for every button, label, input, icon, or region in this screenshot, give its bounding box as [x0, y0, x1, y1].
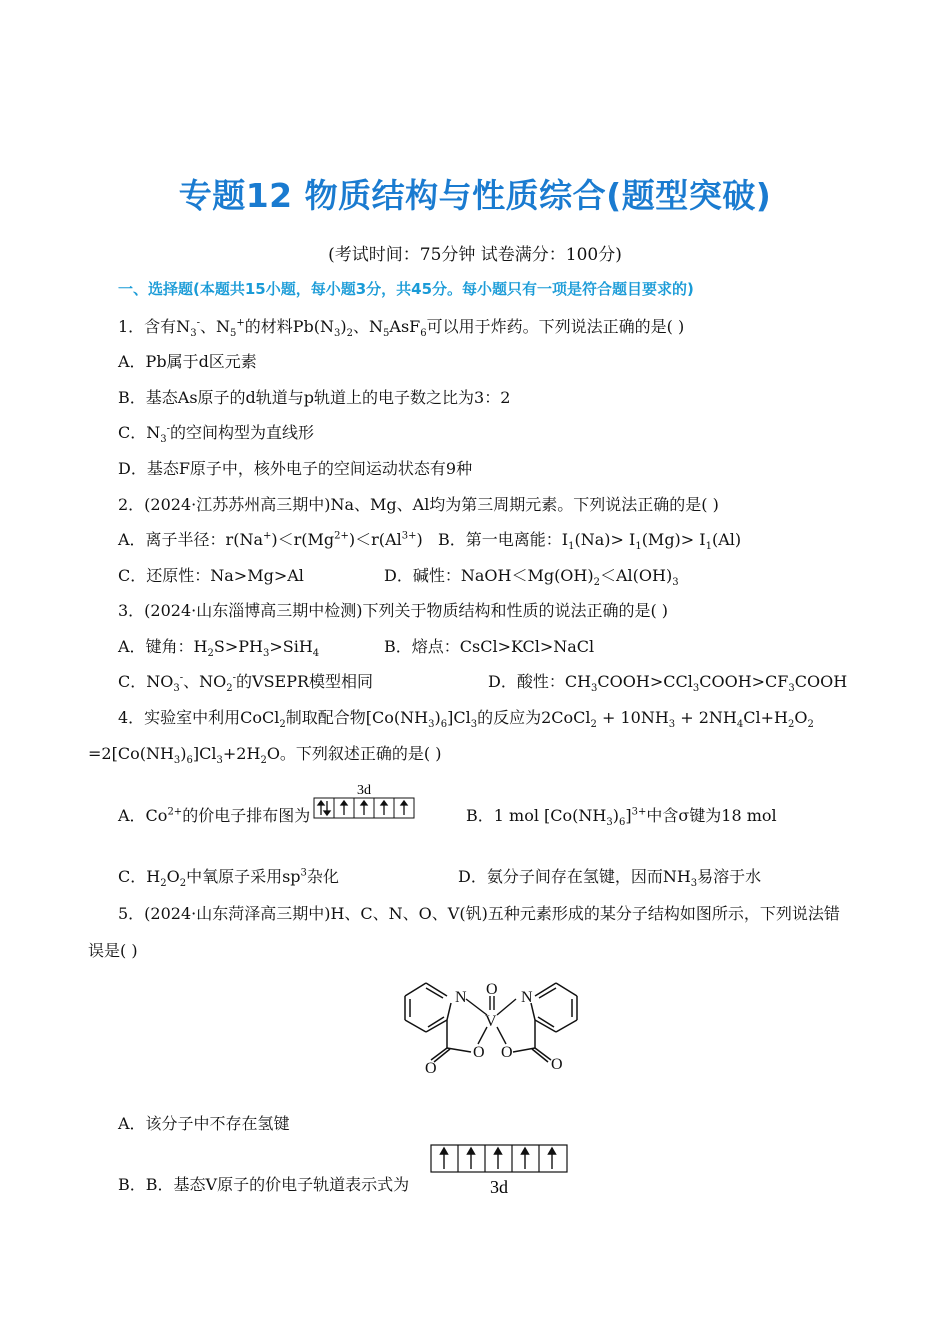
q5-stem-line2: 误是( ) — [88, 941, 138, 960]
q5-orbital-diagram — [429, 1142, 569, 1198]
left-pyridine-ring — [405, 983, 451, 1032]
page-title: 专题12 物质结构与性质综合(题型突破) — [178, 176, 772, 215]
q5-option-b: B．B．基态V原子的价电子轨道表示式为 — [118, 1175, 410, 1194]
q3-option-a: A．键角：$H_2S>PH_3>SiH_4$ — [118, 637, 320, 660]
q3-option-d: D．酸性：$CH_3COOH>CCl_3COOH>CF_3COOH$ — [488, 672, 848, 695]
right-pyridine-ring — [531, 983, 577, 1032]
q2-option-d: D．碱性：$NaOH<Mg(OH)_2<Al(OH)_3$ — [384, 566, 679, 589]
q1-stem: 1．含有$N_3^-$、$N_5^+$的材料$Pb(N_3)_2$、$N_5AsF_6$可以用于炸药。下列说法正确的是( ) — [118, 317, 685, 340]
q4-option-b: B．1 mol $[Co(NH_3)_6]^{3+}$中含σ键为18 mol — [466, 806, 777, 829]
section-heading: 一、选择题(本题共15小题，每小题3分，共45分。每小题只有一项是符合题目要求的) — [118, 280, 694, 298]
q4-orbital-diagram — [312, 781, 416, 823]
q3-option-c: C．$NO_3^-$、$NO_2^-$的VSEPR模型相同 — [118, 672, 374, 695]
q5-option-a: A．该分子中不存在氢键 — [118, 1114, 290, 1133]
q5-stem: 5．(2024·山东菏泽高三期中)H、C、N、O、V(钒)五种元素形成的某分子结构如图所示，下列说法错 — [118, 904, 840, 923]
q2-option-c: C．还原性：Na>Mg>Al — [118, 566, 304, 585]
q1-option-c: C．$N_3^-$的空间构型为直线形 — [118, 423, 315, 446]
svg-text:O: O — [473, 1044, 485, 1061]
svg-text:N: N — [521, 989, 533, 1006]
q4-option-d: D．氨分子间存在氢键，因而$NH_3$易溶于水 — [458, 867, 762, 890]
q4-stem-line2: $=2[Co(NH_3)_6]Cl_3+2H_2O$。下列叙述正确的是( ) — [88, 744, 442, 767]
q2-stem: 2．(2024·江苏苏州高三期中)Na、Mg、Al均为第三周期元素。下列说法正确的是( ) — [118, 495, 719, 514]
svg-text:O: O — [486, 981, 498, 998]
exam-info: (考试时间：75分钟 试卷满分：100分) — [328, 245, 622, 265]
svg-text:O: O — [551, 1056, 563, 1073]
q1-option-a: A．Pb属于d区元素 — [118, 352, 257, 371]
svg-text:N: N — [455, 989, 467, 1006]
orbital-label: 3d — [357, 783, 371, 798]
q3-option-b: B．熔点：CsCl>KCl>NaCl — [384, 637, 595, 656]
svg-text:V: V — [485, 1013, 497, 1030]
q2-option-a: A．离子半径：$r(Na^+)<r(Mg^{2+})<r(Al^{3+})$ — [118, 530, 423, 549]
q4-option-a: A．$Co^{2+}$的价电子排布图为 — [118, 806, 311, 825]
q4-option-c: C．$H_2O_2$中氧原子采用$sp^3$杂化 — [118, 867, 339, 890]
q3-stem: 3．(2024·山东淄博高三期中检测)下列关于物质结构和性质的说法正确的是( ) — [118, 601, 669, 620]
svg-text:O: O — [425, 1060, 437, 1077]
vanadium-complex-structure — [395, 965, 595, 1077]
q2-option-b: B．第一电离能：$I_1(Na)> I_1(Mg)> I_1(Al)$ — [438, 530, 742, 553]
q1-option-b: B．基态As原子的d轨道与p轨道上的电子数之比为3：2 — [118, 388, 511, 407]
q4-stem: 4．实验室中利用CoCl$_2$制取配合物$[Co(NH_3)_6]Cl_3$的反应为2CoCl$_2$ + $10NH_3 + 2NH_4Cl+H_2O_2$ — [118, 708, 814, 731]
svg-text:O: O — [501, 1044, 513, 1061]
q1-option-d: D．基态F原子中，核外电子的空间运动状态有9种 — [118, 459, 473, 478]
orbital-label: 3d — [490, 1177, 508, 1197]
